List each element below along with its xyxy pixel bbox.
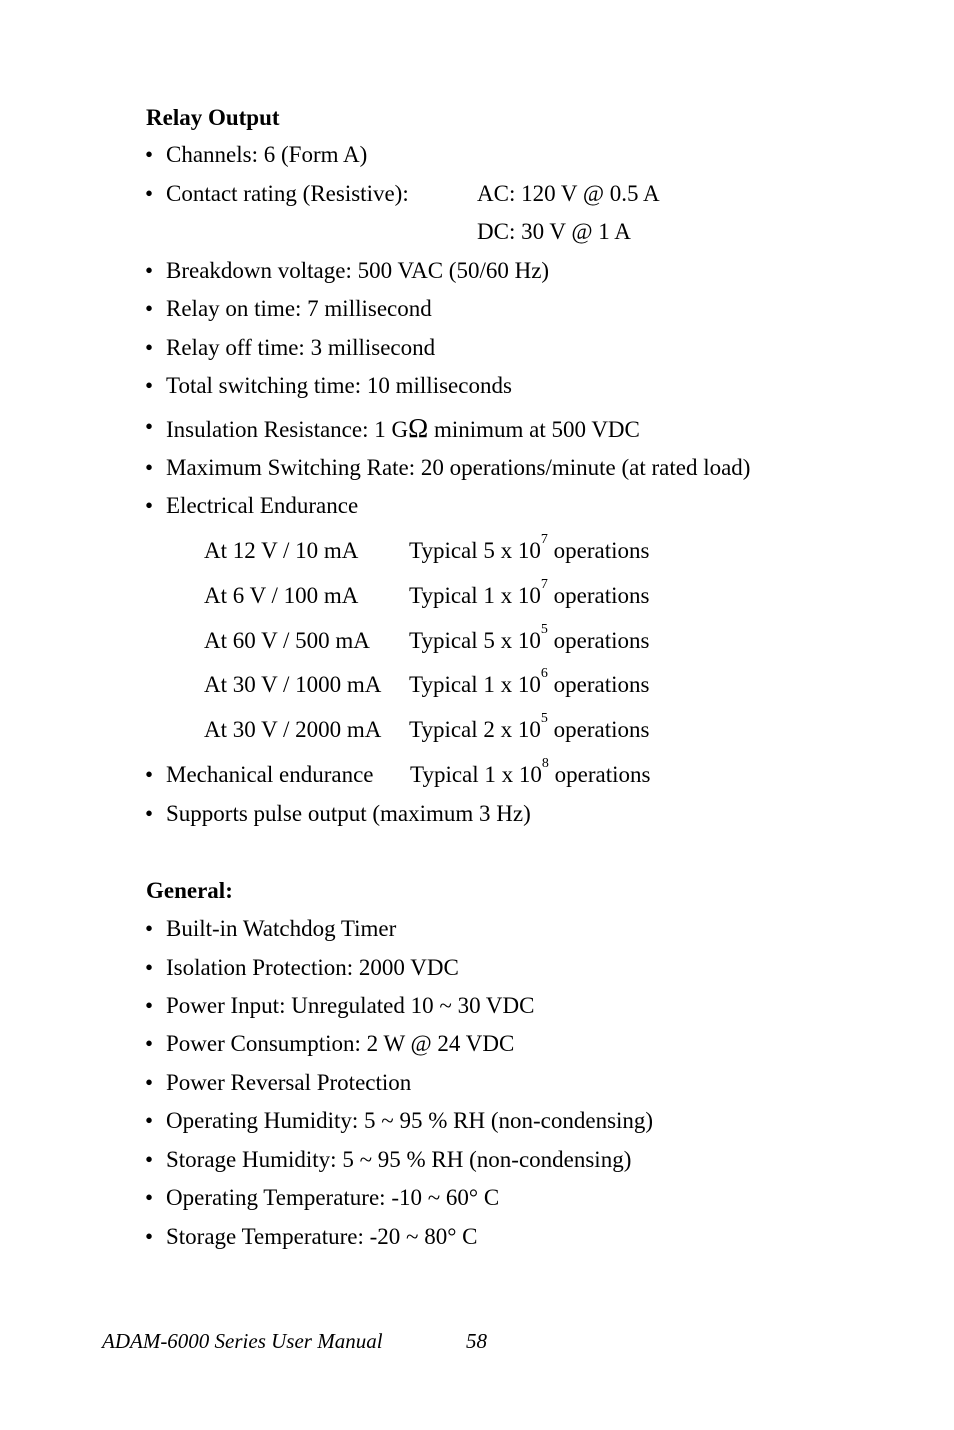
bullet-icon: • xyxy=(145,414,154,439)
omega-symbol: Ω xyxy=(408,413,429,443)
endurance-row: At 30 V / 2000 mA xyxy=(204,717,382,742)
bullet-icon: • xyxy=(145,181,154,206)
bullet-icon: • xyxy=(145,993,154,1018)
bullet-icon: • xyxy=(145,296,154,321)
section-heading-general: General: xyxy=(146,878,233,903)
bullet-icon: • xyxy=(145,1108,154,1133)
contact-dc: DC: 30 V @ 1 A xyxy=(477,219,631,244)
bullet-icon: • xyxy=(145,955,154,980)
footer-manual-title: ADAM-6000 Series User Manual xyxy=(102,1329,383,1353)
bullet-icon: • xyxy=(145,335,154,360)
bullet-icon: • xyxy=(145,1147,154,1172)
bullet-icon: • xyxy=(145,916,154,941)
bullet-icon: • xyxy=(145,801,154,826)
bullet-icon: • xyxy=(145,1031,154,1056)
bullet-icon: • xyxy=(145,142,154,167)
endurance-row: At 60 V / 500 mA xyxy=(204,628,370,653)
endurance-value: Typical 5 x $10^7$ operations xyxy=(409,532,650,563)
endurance-value: Typical 2 x $10^5$ operations xyxy=(409,711,650,742)
endurance-value: Typical 1 x $10^7$ operations xyxy=(409,577,650,608)
endurance-row: At 6 V / 100 mA xyxy=(204,583,359,608)
bullet-icon: • xyxy=(145,455,154,480)
bullet-icon: • xyxy=(145,762,154,787)
endurance-value: Typical 1 x $10^6$ operations xyxy=(409,666,650,697)
section-heading-relay: Relay Output xyxy=(146,105,280,130)
page-number: 58 xyxy=(466,1329,487,1353)
bullet-icon: • xyxy=(145,493,154,518)
mechanical-value: Typical 1 x $10^8$ operations xyxy=(410,756,651,787)
contact-ac: AC: 120 V @ 0.5 A xyxy=(477,181,660,206)
endurance-row: At 30 V / 1000 mA xyxy=(204,672,382,697)
bullet-icon: • xyxy=(145,373,154,398)
endurance-value: Typical 5 x $10^5$ operations xyxy=(409,622,650,653)
endurance-row: At 12 V / 10 mA xyxy=(204,538,359,563)
bullet-icon: • xyxy=(145,1224,154,1249)
bullet-icon: • xyxy=(145,258,154,283)
bullet-icon: • xyxy=(145,1185,154,1210)
bullet-icon: • xyxy=(145,1070,154,1095)
